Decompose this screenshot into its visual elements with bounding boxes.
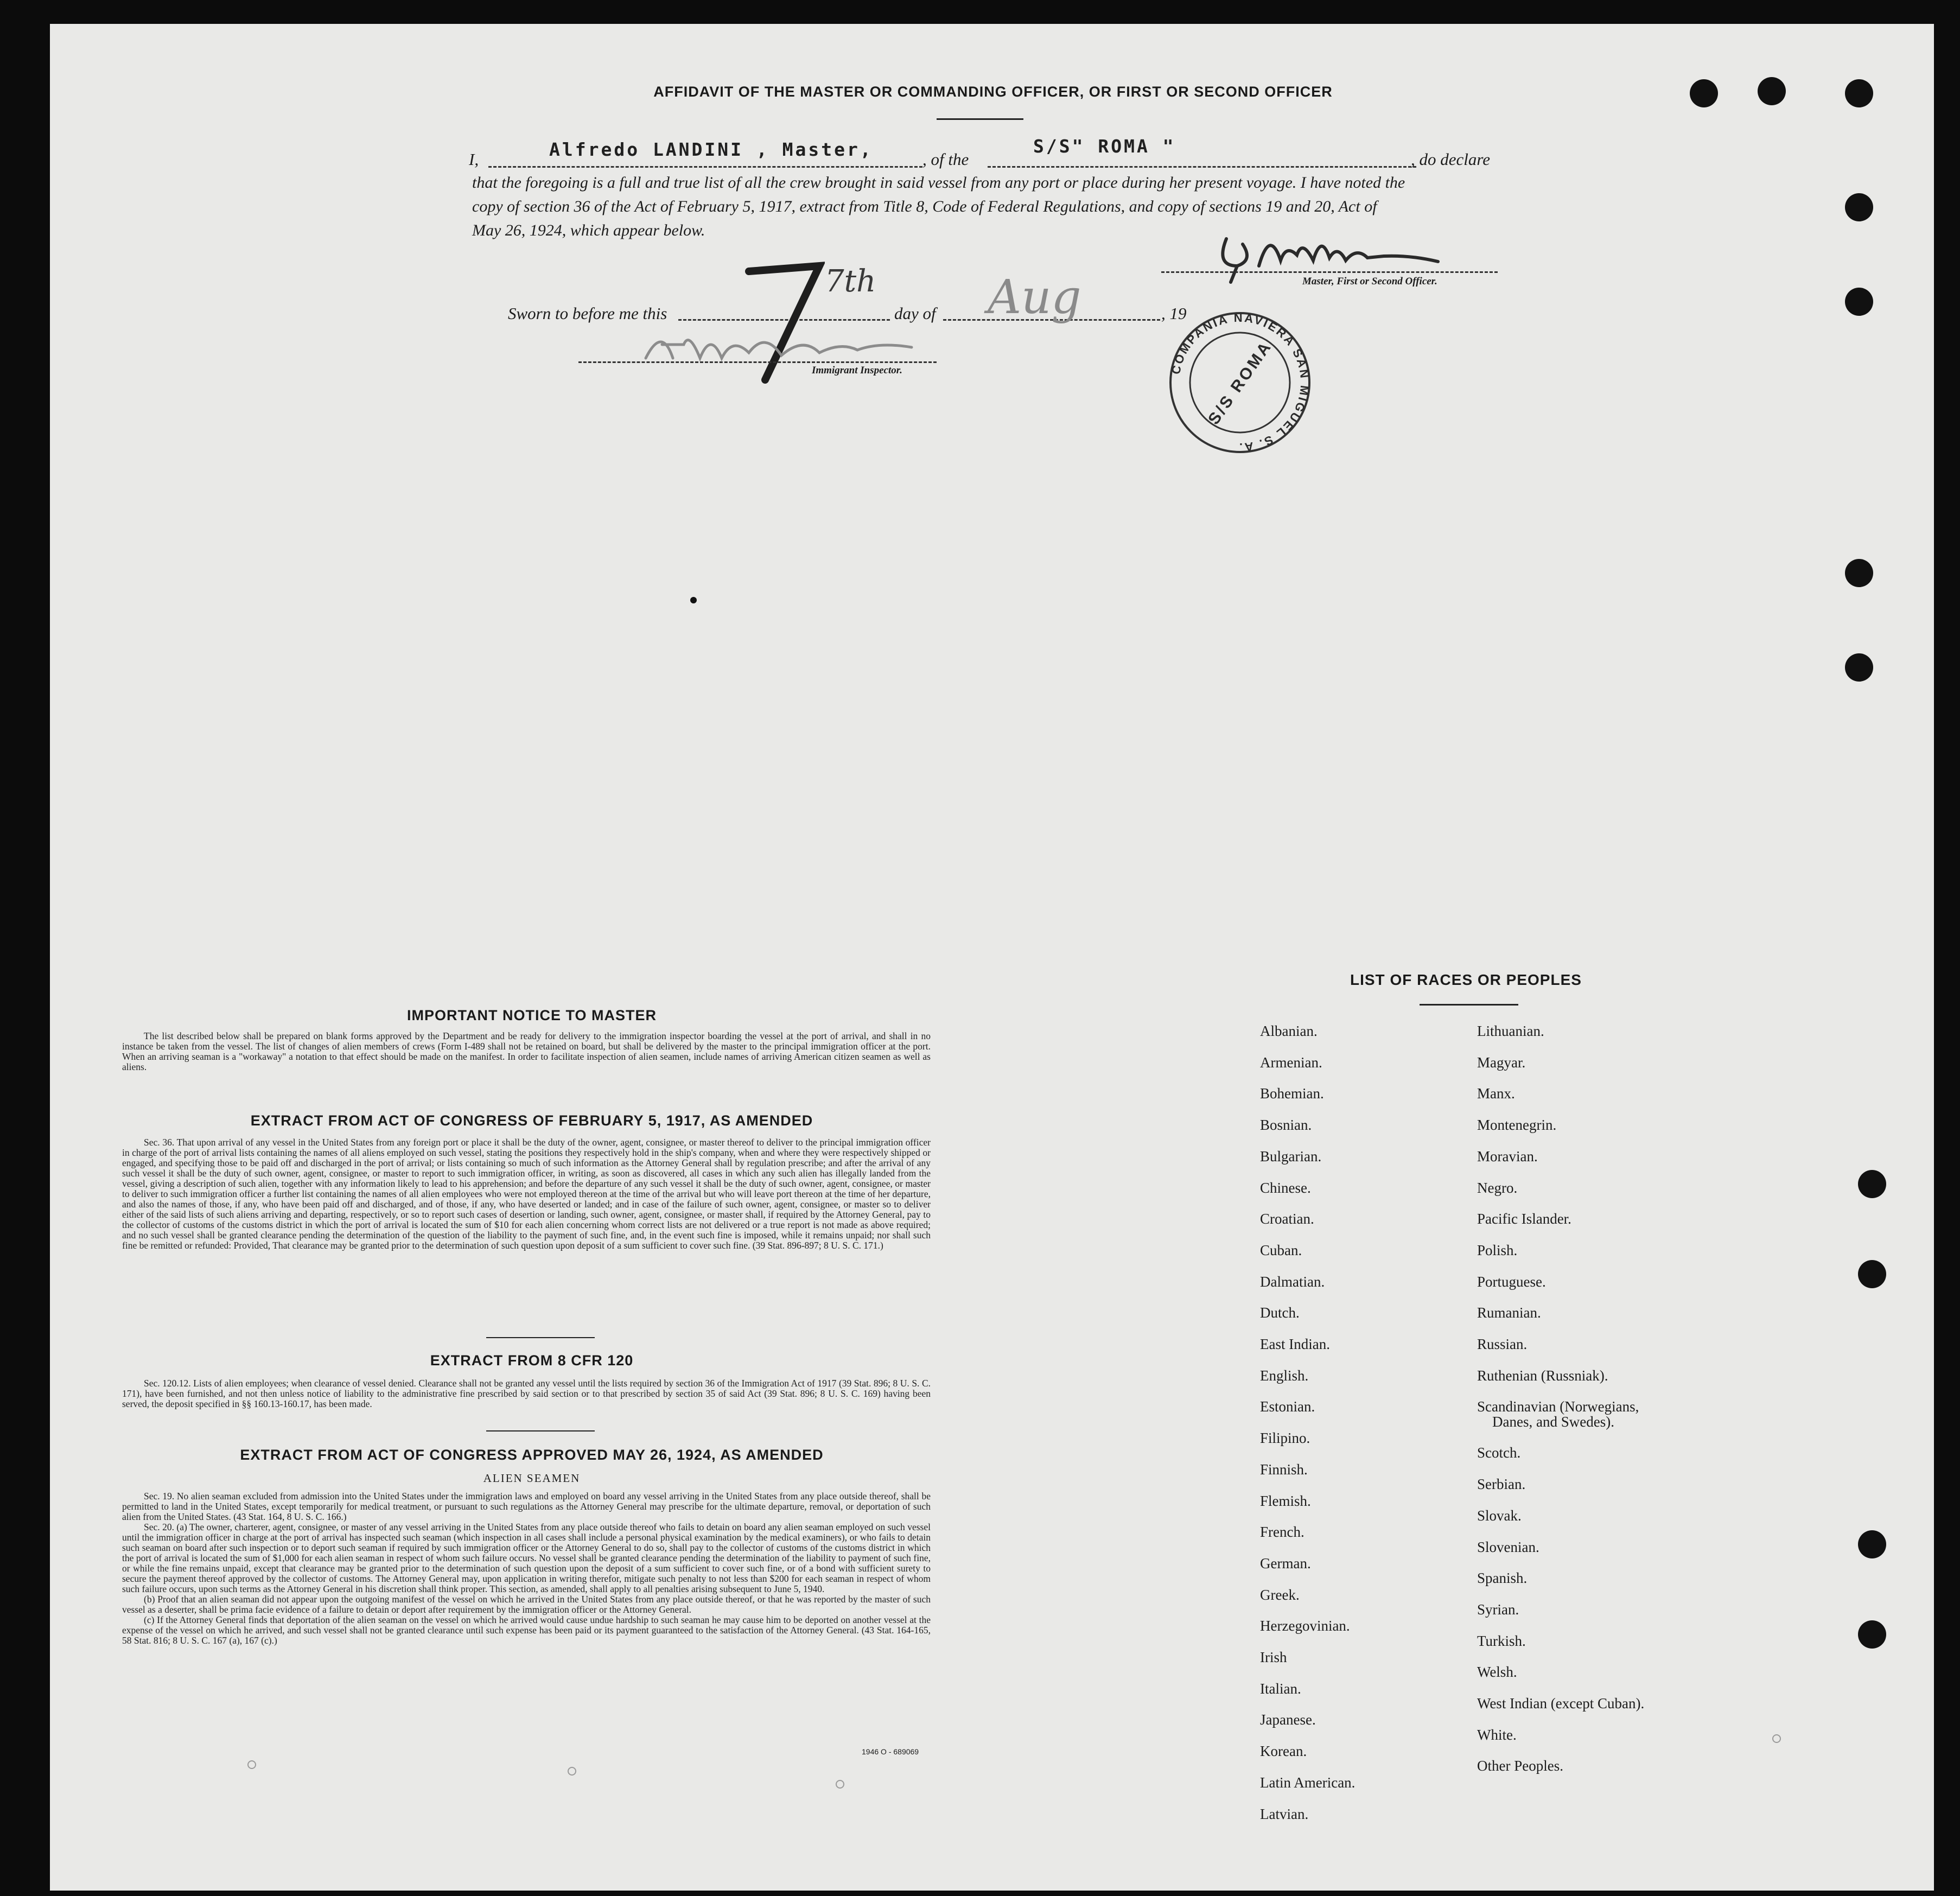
punch-hole [1845, 653, 1873, 682]
title-rule [937, 118, 1023, 120]
race-item: Montenegrin. [1477, 1117, 1557, 1134]
race-item: Italian. [1260, 1680, 1301, 1697]
race-item: Dalmatian. [1260, 1273, 1325, 1290]
race-item: Rumanian. [1477, 1305, 1541, 1321]
section-19-paragraph: Sec. 19. No alien seaman excluded from admission into the United States under the immigration laws and employed on board any vessel arriving in the United States from any place outside thereof, shall be permitted to land in the United States, except temporarily for medical treatment, or pursuant to such regulations as the Attorney General may prescribe for the ultimate departure, removal, or deportation of such alien from the United States. (43 Stat. 164, 8 U. S. C. 166.) [122, 1491, 931, 1522]
race-item: White. [1477, 1726, 1517, 1743]
small-dot [836, 1780, 844, 1789]
section-20c-paragraph: (c) If the Attorney General finds that deportation of the alien seaman on the vessel on which he arrived would cause undue hardship to such seaman he may cause him to be deported on another vessel at the expense of the vessel on which he arrived, and such vessel shall not be granted clearance until such expense has been paid or its payment guaranteed to the satisfaction of the Attorney General. (43 Stat. 164-165, 58 Stat. 816; 8 U. S. C. 167 (a), 167 (c).) [122, 1614, 931, 1646]
section-20b-paragraph: (b) Proof that an alien seaman did not appear upon the outgoing manifest of the vessel on which he arrived in the United States from any place outside thereof, or that he was reported by the master of such vessel as a deserter, shall be prima facie evidence of a failure to detain or deport after requirement by the immigration officer or the Attorney General. [122, 1594, 931, 1615]
punch-hole [1690, 79, 1718, 107]
race-item: Negro. [1477, 1179, 1518, 1196]
race-item: Magyar. [1477, 1054, 1526, 1071]
race-item: Bohemian. [1260, 1085, 1324, 1102]
race-item: Korean. [1260, 1743, 1307, 1760]
race-item: Japanese. [1260, 1712, 1316, 1728]
races-column-right [1477, 1016, 1644, 1782]
stamp-ring-text: COMPANIA NAVIERA SAN MIGUEL S. A. [1168, 310, 1312, 455]
inspector-dotline [578, 361, 937, 363]
race-item: Finnish. [1260, 1461, 1308, 1478]
race-item: Albanian. [1260, 1023, 1318, 1039]
notice-title: IMPORTANT NOTICE TO MASTER [407, 1007, 657, 1023]
small-dot [568, 1767, 576, 1776]
vessel-dotline [988, 166, 1416, 168]
punch-hole [1845, 288, 1873, 316]
race-item: Danes, and Swedes). [1492, 1414, 1614, 1430]
stamp-center-text: S/S ROMA [1205, 337, 1276, 428]
race-item: Syrian. [1477, 1601, 1519, 1618]
race-item: Flemish. [1260, 1492, 1311, 1509]
sworn-month-handwritten: Aug [988, 270, 1081, 325]
officer-dotline [1161, 271, 1498, 273]
race-item: Bosnian. [1260, 1117, 1312, 1134]
races-column-left [1260, 1016, 1355, 1830]
section-divider [486, 1337, 595, 1338]
notice-text [122, 1031, 931, 1072]
declaration-line-3: May 26, 1924, which appear below. [472, 221, 705, 239]
master-name-field: Alfredo LANDINI , Master, [549, 139, 873, 160]
officer-caption: Master, First or Second Officer. [1302, 276, 1437, 287]
race-item: Dutch. [1260, 1305, 1300, 1321]
race-item: Estonian. [1260, 1398, 1315, 1415]
race-item: Serbian. [1477, 1476, 1526, 1493]
notice-paragraph: The list described below shall be prepared on blank forms approved by the Department and be ready for delivery to the immigration inspector boarding the vessel at the port of arrival, and shall in no instance be taken from the vessel. The list of changes of alien members of crews (Form I-489 shall not be retained on board, but shall be delivered by the master to the principal immigration officer at the port. When an arriving seaman is a "workaway" a notation to that effect should be made on the manifest. In order to facilitate inspection of alien seamen, include names of arriving American citizen seamen as well as aliens. [122, 1030, 931, 1072]
section-120-paragraph: Sec. 120.12. Lists of alien employees; when clearance of vessel denied. Clearance shall not be granted any vessel until the lists required by section 36 of the Immigration Act of 1917 (39 Stat. 896; 8 U. S. C. 171), have been furnished, and not then unless notice of liability to the administrative fine prescribed by said section or to that prescribed by section 35 of said Act (39 Stat. 896; 8 U. S. C. 169) having been served, the deposit specified in §§ 160.13-160.17, has been made. [122, 1378, 931, 1409]
race-item: Cuban. [1260, 1242, 1302, 1258]
race-item: Scotch. [1477, 1445, 1521, 1461]
race-item: Other Peoples. [1477, 1758, 1563, 1774]
vessel-name-field: S/S" ROMA " [1033, 136, 1176, 157]
extract-1917-text [122, 1137, 931, 1251]
extract-1924-title: EXTRACT FROM ACT OF CONGRESS APPROVED MAY 26, 1924, AS AMENDED [240, 1447, 824, 1463]
day-of-label: day of [894, 304, 936, 323]
race-item: Welsh. [1477, 1664, 1517, 1681]
alien-seamen-subtitle: ALIEN SEAMEN [483, 1472, 581, 1485]
race-item: Slovenian. [1477, 1538, 1539, 1555]
race-item: Bulgarian. [1260, 1148, 1322, 1165]
section-20a-paragraph: Sec. 20. (a) The owner, charterer, agent, consignee, or master of any vessel arriving in the United States from any place outside thereof who fails to detain on board any alien seaman employed on such vessel until the immigration officer in charge at the port of arrival has inspected such seaman (which inspection in all cases shall include a personal physical examination by the medical examiners), or who fails to detain such seaman on board after such inspection or to deport such seaman if required by such immigration officer or the Attorney General to do so, shall pay to the collector of customs of the customs district in which the port of arrival is located the sum of $1,000 for each alien seaman in respect of whom such failure occurs. No vessel shall be granted clearance pending the determination of the liability to payment of such fine, or while the fine remains unpaid, except that clearance may be granted prior to the determination of such question upon the deposit of a sum sufficient to cover such fine, or of a bond with sufficient surety to secure the payment thereof approved by the collector of customs. The Attorney General may, upon application in writing therefor, mitigate such penalty to not less than $200 for each seaman in respect of whom such failure occurs, upon such terms as the Attorney General in his discretion shall think proper. This section, as amended, shall apply to all penalties arising subsequent to June 5, 1940. [122, 1522, 931, 1594]
sworn-day-handwritten: 7th [825, 264, 876, 299]
sworn-label: Sworn to before me this [508, 304, 667, 323]
races-title-rule [1420, 1004, 1518, 1006]
ink-speck [690, 597, 697, 603]
race-item: French. [1260, 1524, 1304, 1541]
year-label: , 19 [1161, 304, 1187, 323]
word-of-the: , of the [922, 150, 969, 169]
race-item: Filipino. [1260, 1430, 1310, 1447]
section-divider [486, 1430, 595, 1431]
race-item: Latin American. [1260, 1774, 1356, 1791]
race-item: Croatian. [1260, 1211, 1314, 1227]
punch-hole [1758, 77, 1786, 105]
inspector-caption: Immigrant Inspector. [812, 365, 902, 376]
race-item: Spanish. [1477, 1570, 1528, 1587]
declaration-line-1: that the foregoing is a full and true list of all the crew brought in said vessel from any port or place during her present voyage. I have noted the [472, 174, 1405, 192]
extract-cfr-text [122, 1378, 931, 1409]
race-item: West Indian (except Cuban). [1477, 1695, 1645, 1712]
section-36-paragraph: Sec. 36. That upon arrival of any vessel in the United States from any foreign port or place it shall be the duty of the owner, agent, consignee, or master thereof to deliver to the principal immigration officer in charge of the port of arrival lists containing the names of all aliens employed on such vessel, stating the positions they respectively hold in the ship's company, when and where they were respectively shipped or engaged, and specifying those to be paid off and discharged in the port of arrival; or lists containing so much of such information as the Attorney General shall by regulation prescribe; and after the arrival of any such vessel it shall be the duty of such owner, agent, consignee, or master to report to such immigration officer, in writing, as soon as discovered, all cases in which any such alien has illegally landed from the vessel, giving a description of such alien, together with any information likely to lead to his apprehension; and before the departure of any such vessel it shall be the duty of such owner, agent, consignee, or master to deliver to such immigration officer a further list containing the names of all alien employees who were not employed thereon at the time of the arrival but who will leave port thereon at the time of her departure, and also the names of those, if any, who have been paid off and discharged, and of those, if any, who have deserted or landed; and in case of the failure of such owner, agent, consignee, or master so to deliver either of the said lists of such aliens arriving and departing, respectively, or so to report such cases of desertion or landing, such owner, agent, consignee, or master shall, if required by the Attorney General, pay to the collector of customs of the customs district in which the port of arrival is located the sum of $10 for each alien concerning whom correct lists are not delivered or a true report is not made as above required; and no such vessel shall be granted clearance pending the determination of the question of the liability to the payment of such fine, and, in the event such fine is imposed, while it remains unpaid; nor shall such fine be remitted or refunded: Provided, That clearance may be granted prior to the determination of such question upon deposit of a sum sufficient to cover such fine. (39 Stat. 896-897; 8 U. S. C. 171.) [122, 1137, 931, 1251]
punch-hole [1845, 79, 1873, 107]
race-item: Portuguese. [1477, 1273, 1546, 1290]
race-item: Herzegovinian. [1260, 1618, 1350, 1634]
race-item: Scandinavian (Norwegians, [1477, 1398, 1639, 1415]
small-dot [247, 1760, 256, 1769]
race-item: Ruthenian (Russniak). [1477, 1367, 1608, 1384]
race-item: Latvian. [1260, 1805, 1309, 1822]
race-item: Polish. [1477, 1242, 1518, 1258]
race-item: Manx. [1477, 1085, 1515, 1102]
race-item: Lithuanian. [1477, 1023, 1544, 1039]
race-item: Slovak. [1477, 1507, 1522, 1524]
race-item: East Indian. [1260, 1336, 1330, 1353]
word-i: I, [469, 150, 479, 169]
extract-cfr-title: EXTRACT FROM 8 CFR 120 [430, 1352, 634, 1369]
race-item: Chinese. [1260, 1179, 1311, 1196]
declaration-line-2: copy of section 36 of the Act of February 5, 1917, extract from Title 8, Code of Federal Regulations, and copy of sections 19 and 20, Act of [472, 198, 1377, 215]
small-dot [1772, 1734, 1781, 1743]
name-dotline [488, 166, 922, 168]
punch-hole [1845, 193, 1873, 221]
punch-hole [1858, 1260, 1886, 1288]
race-item: Pacific Islander. [1477, 1211, 1571, 1227]
races-title: LIST OF RACES OR PEOPLES [1350, 971, 1582, 988]
affidavit-title: AFFIDAVIT OF THE MASTER OR COMMANDING OFFICER, OR FIRST OR SECOND OFFICER [653, 84, 1333, 100]
race-item: Moravian. [1477, 1148, 1538, 1165]
punch-hole [1845, 559, 1873, 587]
race-item: Armenian. [1260, 1054, 1322, 1071]
extract-1924-text [122, 1491, 931, 1646]
company-stamp [1161, 309, 1319, 456]
race-item: Turkish. [1477, 1632, 1526, 1649]
race-item: Greek. [1260, 1586, 1300, 1603]
punch-hole [1858, 1530, 1886, 1558]
punch-hole [1858, 1170, 1886, 1198]
race-item: Russian. [1477, 1336, 1528, 1353]
word-do-declare: , do declare [1411, 150, 1491, 169]
race-item: German. [1260, 1555, 1311, 1571]
punch-hole [1858, 1620, 1886, 1649]
race-item: Irish [1260, 1649, 1287, 1666]
print-code: 1946 O - 689069 [862, 1747, 919, 1756]
extract-1917-title: EXTRACT FROM ACT OF CONGRESS OF FEBRUARY 5, 1917, AS AMENDED [250, 1112, 813, 1129]
race-item: English. [1260, 1367, 1309, 1384]
